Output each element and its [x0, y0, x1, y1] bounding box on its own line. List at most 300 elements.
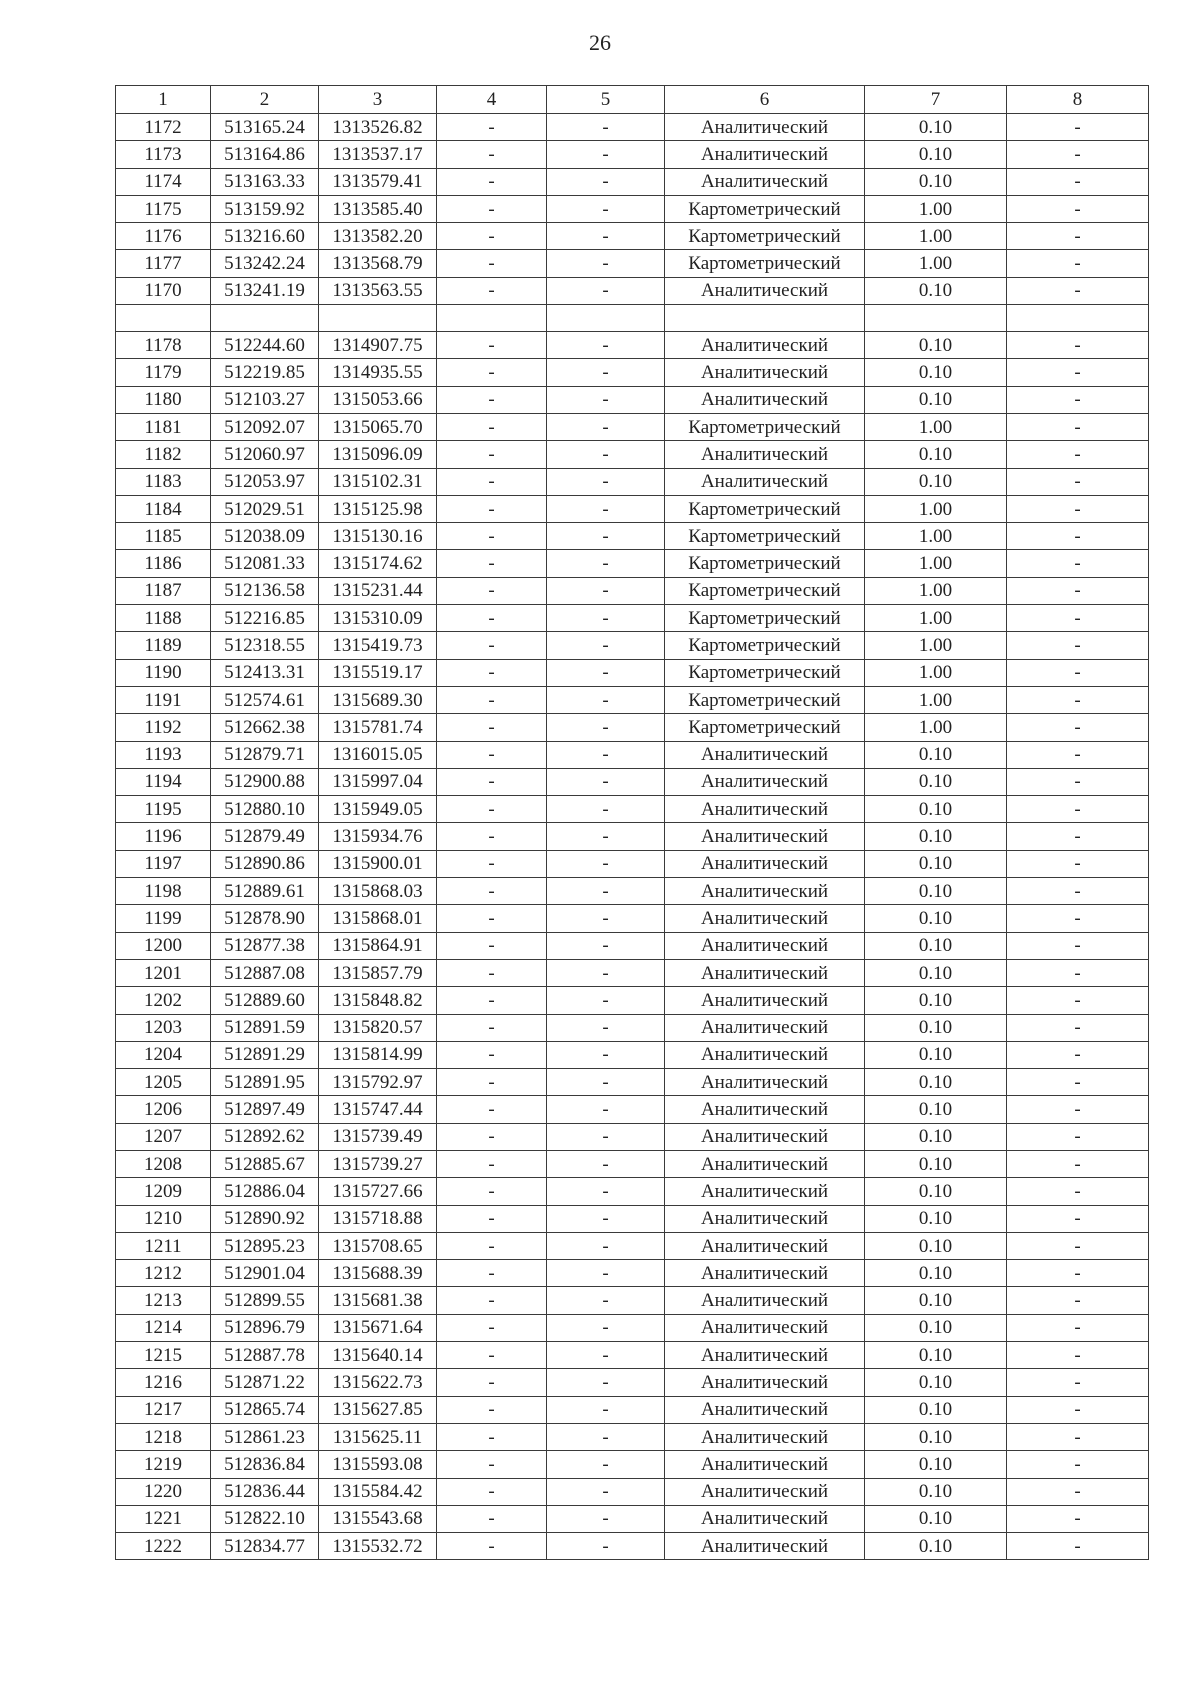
table-row	[116, 195, 1149, 222]
table-row	[116, 905, 1149, 932]
coord-x-cell: 512889.60	[211, 987, 319, 1014]
col-5-cell: -	[547, 1396, 665, 1423]
col-5-cell: -	[547, 632, 665, 659]
col-4-cell: -	[437, 1150, 547, 1177]
table-row	[116, 768, 1149, 795]
table-row	[116, 1014, 1149, 1041]
point-number-cell: 1188	[116, 605, 211, 632]
table-row	[116, 1287, 1149, 1314]
coord-y-cell: 1315310.09	[319, 605, 437, 632]
table-row	[116, 1260, 1149, 1287]
col-4-cell: -	[437, 1178, 547, 1205]
col-4-cell: -	[437, 850, 547, 877]
coord-y-cell: 1315584.42	[319, 1478, 437, 1505]
point-number-cell: 1193	[116, 741, 211, 768]
table-row	[116, 386, 1149, 413]
col-8-cell: -	[1007, 577, 1149, 604]
col-4-cell: -	[437, 550, 547, 577]
coord-y-cell: 1315727.66	[319, 1178, 437, 1205]
col-5-cell: -	[547, 905, 665, 932]
coord-x-cell: 512887.08	[211, 959, 319, 986]
col-8-cell: -	[1007, 659, 1149, 686]
point-number-cell: 1179	[116, 359, 211, 386]
table-row	[116, 632, 1149, 659]
col-4-cell: -	[437, 905, 547, 932]
coord-x-cell: 512901.04	[211, 1260, 319, 1287]
point-number-cell: 1170	[116, 277, 211, 304]
col-4-cell: -	[437, 878, 547, 905]
method-cell: Аналитический	[665, 796, 865, 823]
accuracy-cell: 0.10	[865, 905, 1007, 932]
column-header: 5	[547, 86, 665, 114]
coord-y-cell: 1313585.40	[319, 195, 437, 222]
col-4-cell: -	[437, 1396, 547, 1423]
table-row	[116, 1150, 1149, 1177]
coord-y-cell: 1315519.17	[319, 659, 437, 686]
point-number-cell: 1177	[116, 250, 211, 277]
coord-y-cell: 1315781.74	[319, 714, 437, 741]
point-number-cell: 1183	[116, 468, 211, 495]
coord-x-cell: 512889.61	[211, 878, 319, 905]
col-8-cell: -	[1007, 1451, 1149, 1478]
coord-x-cell: 512413.31	[211, 659, 319, 686]
point-number-cell: 1210	[116, 1205, 211, 1232]
col-5-cell: -	[547, 495, 665, 522]
col-8-cell: -	[1007, 1150, 1149, 1177]
point-number-cell: 1215	[116, 1342, 211, 1369]
coord-y-cell: 1315681.38	[319, 1287, 437, 1314]
table-row	[116, 796, 1149, 823]
table-row	[116, 1396, 1149, 1423]
accuracy-cell: 0.10	[865, 114, 1007, 141]
col-8-cell	[1007, 305, 1149, 332]
coord-y-cell: 1315949.05	[319, 796, 437, 823]
col-8-cell: -	[1007, 823, 1149, 850]
coord-x-cell: 512216.85	[211, 605, 319, 632]
point-number-cell: 1202	[116, 987, 211, 1014]
accuracy-cell: 0.10	[865, 1178, 1007, 1205]
point-number-cell: 1207	[116, 1123, 211, 1150]
col-4-cell: -	[437, 1369, 547, 1396]
col-5-cell: -	[547, 796, 665, 823]
col-5-cell: -	[547, 441, 665, 468]
coord-y-cell: 1315053.66	[319, 386, 437, 413]
point-number-cell: 1196	[116, 823, 211, 850]
accuracy-cell: 0.10	[865, 1369, 1007, 1396]
col-5-cell: -	[547, 768, 665, 795]
table-row	[116, 577, 1149, 604]
accuracy-cell: 1.00	[865, 659, 1007, 686]
coord-y-cell: 1315622.73	[319, 1369, 437, 1396]
col-8-cell: -	[1007, 850, 1149, 877]
table-row	[116, 223, 1149, 250]
col-4-cell: -	[437, 1505, 547, 1532]
coord-x-cell: 512878.90	[211, 905, 319, 932]
method-cell: Картометрический	[665, 577, 865, 604]
table-row	[116, 495, 1149, 522]
col-5-cell: -	[547, 413, 665, 440]
col-5-cell: -	[547, 577, 665, 604]
table-row	[116, 332, 1149, 359]
accuracy-cell: 1.00	[865, 550, 1007, 577]
col-5-cell: -	[547, 1069, 665, 1096]
table-body	[116, 114, 1149, 1560]
coord-y-cell: 1315739.49	[319, 1123, 437, 1150]
point-number-cell: 1190	[116, 659, 211, 686]
table-row	[116, 441, 1149, 468]
coord-y-cell: 1313526.82	[319, 114, 437, 141]
point-number-cell: 1172	[116, 114, 211, 141]
col-5-cell: -	[547, 250, 665, 277]
col-4-cell: -	[437, 495, 547, 522]
table-row	[116, 413, 1149, 440]
col-8-cell: -	[1007, 1478, 1149, 1505]
col-8-cell: -	[1007, 987, 1149, 1014]
table-row	[116, 987, 1149, 1014]
col-8-cell: -	[1007, 141, 1149, 168]
point-number-cell: 1184	[116, 495, 211, 522]
col-8-cell: -	[1007, 332, 1149, 359]
method-cell: Аналитический	[665, 1178, 865, 1205]
method-cell: Аналитический	[665, 359, 865, 386]
coord-x-cell: 512219.85	[211, 359, 319, 386]
method-cell: Аналитический	[665, 823, 865, 850]
accuracy-cell: 0.10	[865, 878, 1007, 905]
table-row	[116, 1478, 1149, 1505]
coord-y-cell: 1315814.99	[319, 1041, 437, 1068]
table-row	[116, 305, 1149, 332]
point-number-cell: 1206	[116, 1096, 211, 1123]
coord-x-cell: 512877.38	[211, 932, 319, 959]
coord-x-cell: 512060.97	[211, 441, 319, 468]
coord-y-cell: 1315689.30	[319, 686, 437, 713]
method-cell: Аналитический	[665, 1205, 865, 1232]
col-8-cell: -	[1007, 114, 1149, 141]
col-5-cell: -	[547, 932, 665, 959]
coord-x-cell: 512834.77	[211, 1533, 319, 1560]
coord-y-cell: 1316015.05	[319, 741, 437, 768]
method-cell: Картометрический	[665, 195, 865, 222]
coord-x-cell: 513159.92	[211, 195, 319, 222]
point-number-cell: 1180	[116, 386, 211, 413]
coord-y-cell: 1315718.88	[319, 1205, 437, 1232]
col-8-cell: -	[1007, 796, 1149, 823]
col-8-cell: -	[1007, 1014, 1149, 1041]
accuracy-cell: 0.10	[865, 1342, 1007, 1369]
col-4-cell: -	[437, 741, 547, 768]
method-cell: Картометрический	[665, 495, 865, 522]
col-4-cell: -	[437, 1014, 547, 1041]
col-8-cell: -	[1007, 1369, 1149, 1396]
column-header: 1	[116, 86, 211, 114]
point-number-cell	[116, 305, 211, 332]
coord-x-cell: 512897.49	[211, 1096, 319, 1123]
table-row	[116, 932, 1149, 959]
col-4-cell: -	[437, 1123, 547, 1150]
method-cell: Аналитический	[665, 168, 865, 195]
col-5-cell: -	[547, 1178, 665, 1205]
method-cell: Аналитический	[665, 905, 865, 932]
coord-y-cell: 1315868.03	[319, 878, 437, 905]
col-5-cell: -	[547, 823, 665, 850]
coord-x-cell: 512029.51	[211, 495, 319, 522]
coord-x-cell: 513216.60	[211, 223, 319, 250]
accuracy-cell: 0.10	[865, 1287, 1007, 1314]
table-row	[116, 605, 1149, 632]
col-5-cell: -	[547, 1150, 665, 1177]
coord-x-cell: 512865.74	[211, 1396, 319, 1423]
coord-x-cell: 512891.95	[211, 1069, 319, 1096]
accuracy-cell: 0.10	[865, 850, 1007, 877]
coord-x-cell: 512890.92	[211, 1205, 319, 1232]
accuracy-cell: 1.00	[865, 686, 1007, 713]
accuracy-cell: 1.00	[865, 577, 1007, 604]
point-number-cell: 1182	[116, 441, 211, 468]
table-row	[116, 1096, 1149, 1123]
col-4-cell: -	[437, 605, 547, 632]
col-8-cell: -	[1007, 932, 1149, 959]
coord-y-cell: 1313568.79	[319, 250, 437, 277]
method-cell: Картометрический	[665, 686, 865, 713]
coord-x-cell: 512879.49	[211, 823, 319, 850]
coord-x-cell: 512662.38	[211, 714, 319, 741]
col-4-cell: -	[437, 1342, 547, 1369]
table-row	[116, 1533, 1149, 1560]
coord-y-cell: 1315065.70	[319, 413, 437, 440]
col-5-cell: -	[547, 359, 665, 386]
table-row	[116, 468, 1149, 495]
table-row	[116, 1505, 1149, 1532]
col-5-cell: -	[547, 332, 665, 359]
method-cell: Аналитический	[665, 1123, 865, 1150]
col-4-cell: -	[437, 987, 547, 1014]
point-number-cell: 1187	[116, 577, 211, 604]
coord-y-cell: 1315096.09	[319, 441, 437, 468]
coord-x-cell: 512891.59	[211, 1014, 319, 1041]
accuracy-cell: 0.10	[865, 1260, 1007, 1287]
table-row	[116, 1342, 1149, 1369]
col-4-cell: -	[437, 932, 547, 959]
method-cell: Аналитический	[665, 987, 865, 1014]
col-8-cell: -	[1007, 386, 1149, 413]
method-cell: Аналитический	[665, 1505, 865, 1532]
col-8-cell: -	[1007, 523, 1149, 550]
col-8-cell: -	[1007, 1423, 1149, 1450]
coord-x-cell: 512879.71	[211, 741, 319, 768]
method-cell: Аналитический	[665, 1287, 865, 1314]
col-5-cell: -	[547, 168, 665, 195]
coord-x-cell: 512244.60	[211, 332, 319, 359]
coord-y-cell: 1313537.17	[319, 141, 437, 168]
col-4-cell: -	[437, 959, 547, 986]
col-4-cell: -	[437, 1096, 547, 1123]
col-8-cell: -	[1007, 441, 1149, 468]
column-header: 6	[665, 86, 865, 114]
col-8-cell: -	[1007, 1232, 1149, 1259]
col-5-cell: -	[547, 468, 665, 495]
point-number-cell: 1213	[116, 1287, 211, 1314]
method-cell: Картометрический	[665, 413, 865, 440]
accuracy-cell: 0.10	[865, 1014, 1007, 1041]
coord-y-cell: 1315593.08	[319, 1451, 437, 1478]
col-4-cell: -	[437, 141, 547, 168]
method-cell: Аналитический	[665, 768, 865, 795]
accuracy-cell: 1.00	[865, 223, 1007, 250]
col-4-cell: -	[437, 114, 547, 141]
point-number-cell: 1220	[116, 1478, 211, 1505]
col-8-cell: -	[1007, 714, 1149, 741]
col-5-cell: -	[547, 1096, 665, 1123]
coord-y-cell: 1315130.16	[319, 523, 437, 550]
col-4-cell: -	[437, 1451, 547, 1478]
accuracy-cell: 1.00	[865, 523, 1007, 550]
col-5-cell: -	[547, 605, 665, 632]
accuracy-cell	[865, 305, 1007, 332]
col-8-cell: -	[1007, 905, 1149, 932]
table-row	[116, 523, 1149, 550]
column-header: 8	[1007, 86, 1149, 114]
accuracy-cell: 1.00	[865, 632, 1007, 659]
accuracy-cell: 0.10	[865, 987, 1007, 1014]
table-row	[116, 823, 1149, 850]
col-5-cell: -	[547, 1369, 665, 1396]
col-8-cell: -	[1007, 768, 1149, 795]
table-row	[116, 686, 1149, 713]
col-8-cell: -	[1007, 741, 1149, 768]
col-8-cell: -	[1007, 1314, 1149, 1341]
method-cell: Аналитический	[665, 1014, 865, 1041]
col-8-cell: -	[1007, 1205, 1149, 1232]
method-cell: Аналитический	[665, 441, 865, 468]
accuracy-cell: 1.00	[865, 495, 1007, 522]
col-8-cell: -	[1007, 1396, 1149, 1423]
point-number-cell: 1203	[116, 1014, 211, 1041]
col-8-cell: -	[1007, 1342, 1149, 1369]
coord-x-cell: 512038.09	[211, 523, 319, 550]
coord-x-cell: 512896.79	[211, 1314, 319, 1341]
point-number-cell: 1173	[116, 141, 211, 168]
table-row	[116, 1423, 1149, 1450]
coord-x-cell: 513242.24	[211, 250, 319, 277]
accuracy-cell: 0.10	[865, 1123, 1007, 1150]
coord-y-cell: 1315625.11	[319, 1423, 437, 1450]
col-8-cell: -	[1007, 1096, 1149, 1123]
method-cell: Аналитический	[665, 468, 865, 495]
point-number-cell: 1201	[116, 959, 211, 986]
col-4-cell: -	[437, 1533, 547, 1560]
method-cell: Аналитический	[665, 1150, 865, 1177]
coord-x-cell: 513164.86	[211, 141, 319, 168]
method-cell: Аналитический	[665, 1232, 865, 1259]
col-5-cell: -	[547, 1505, 665, 1532]
col-8-cell: -	[1007, 878, 1149, 905]
method-cell: Аналитический	[665, 1314, 865, 1341]
col-8-cell: -	[1007, 1123, 1149, 1150]
table-row	[116, 1369, 1149, 1396]
col-5-cell: -	[547, 714, 665, 741]
method-cell: Аналитический	[665, 1342, 865, 1369]
col-5-cell	[547, 305, 665, 332]
col-5-cell: -	[547, 959, 665, 986]
col-8-cell: -	[1007, 250, 1149, 277]
point-number-cell: 1204	[116, 1041, 211, 1068]
col-4-cell	[437, 305, 547, 332]
col-4-cell: -	[437, 359, 547, 386]
point-number-cell: 1216	[116, 1369, 211, 1396]
point-number-cell: 1178	[116, 332, 211, 359]
accuracy-cell: 0.10	[865, 1505, 1007, 1532]
method-cell: Аналитический	[665, 1041, 865, 1068]
coord-y-cell: 1315419.73	[319, 632, 437, 659]
coordinates-table	[115, 85, 1149, 1560]
column-header: 2	[211, 86, 319, 114]
col-8-cell: -	[1007, 495, 1149, 522]
col-8-cell: -	[1007, 359, 1149, 386]
coord-x-cell: 512880.10	[211, 796, 319, 823]
point-number-cell: 1176	[116, 223, 211, 250]
coord-x-cell: 512899.55	[211, 1287, 319, 1314]
table-row	[116, 1069, 1149, 1096]
method-cell: Аналитический	[665, 932, 865, 959]
col-4-cell: -	[437, 250, 547, 277]
col-5-cell: -	[547, 1232, 665, 1259]
point-number-cell: 1189	[116, 632, 211, 659]
accuracy-cell: 0.10	[865, 141, 1007, 168]
point-number-cell: 1194	[116, 768, 211, 795]
coord-x-cell: 512887.78	[211, 1342, 319, 1369]
col-5-cell: -	[547, 1451, 665, 1478]
table-row	[116, 1123, 1149, 1150]
column-header: 3	[319, 86, 437, 114]
col-5-cell: -	[547, 1260, 665, 1287]
col-8-cell: -	[1007, 413, 1149, 440]
coord-y-cell: 1315627.85	[319, 1396, 437, 1423]
method-cell: Аналитический	[665, 1396, 865, 1423]
col-4-cell: -	[437, 1423, 547, 1450]
coord-y-cell: 1315102.31	[319, 468, 437, 495]
accuracy-cell: 1.00	[865, 413, 1007, 440]
col-8-cell: -	[1007, 959, 1149, 986]
coord-y-cell: 1315543.68	[319, 1505, 437, 1532]
col-4-cell: -	[437, 768, 547, 795]
accuracy-cell: 0.10	[865, 768, 1007, 795]
col-8-cell: -	[1007, 550, 1149, 577]
coord-y-cell: 1315174.62	[319, 550, 437, 577]
point-number-cell: 1174	[116, 168, 211, 195]
coord-y-cell: 1314907.75	[319, 332, 437, 359]
coord-y-cell: 1315708.65	[319, 1232, 437, 1259]
point-number-cell: 1219	[116, 1451, 211, 1478]
method-cell: Аналитический	[665, 741, 865, 768]
accuracy-cell: 1.00	[865, 195, 1007, 222]
coord-x-cell: 512081.33	[211, 550, 319, 577]
col-5-cell: -	[547, 878, 665, 905]
accuracy-cell: 0.10	[865, 386, 1007, 413]
method-cell: Аналитический	[665, 959, 865, 986]
coord-x-cell: 513163.33	[211, 168, 319, 195]
col-5-cell: -	[547, 386, 665, 413]
col-5-cell: -	[547, 114, 665, 141]
accuracy-cell: 0.10	[865, 1396, 1007, 1423]
col-5-cell: -	[547, 1287, 665, 1314]
col-4-cell: -	[437, 1314, 547, 1341]
coord-x-cell	[211, 305, 319, 332]
coord-x-cell: 512836.84	[211, 1451, 319, 1478]
accuracy-cell: 0.10	[865, 1096, 1007, 1123]
point-number-cell: 1212	[116, 1260, 211, 1287]
table-row	[116, 741, 1149, 768]
coord-x-cell: 512836.44	[211, 1478, 319, 1505]
